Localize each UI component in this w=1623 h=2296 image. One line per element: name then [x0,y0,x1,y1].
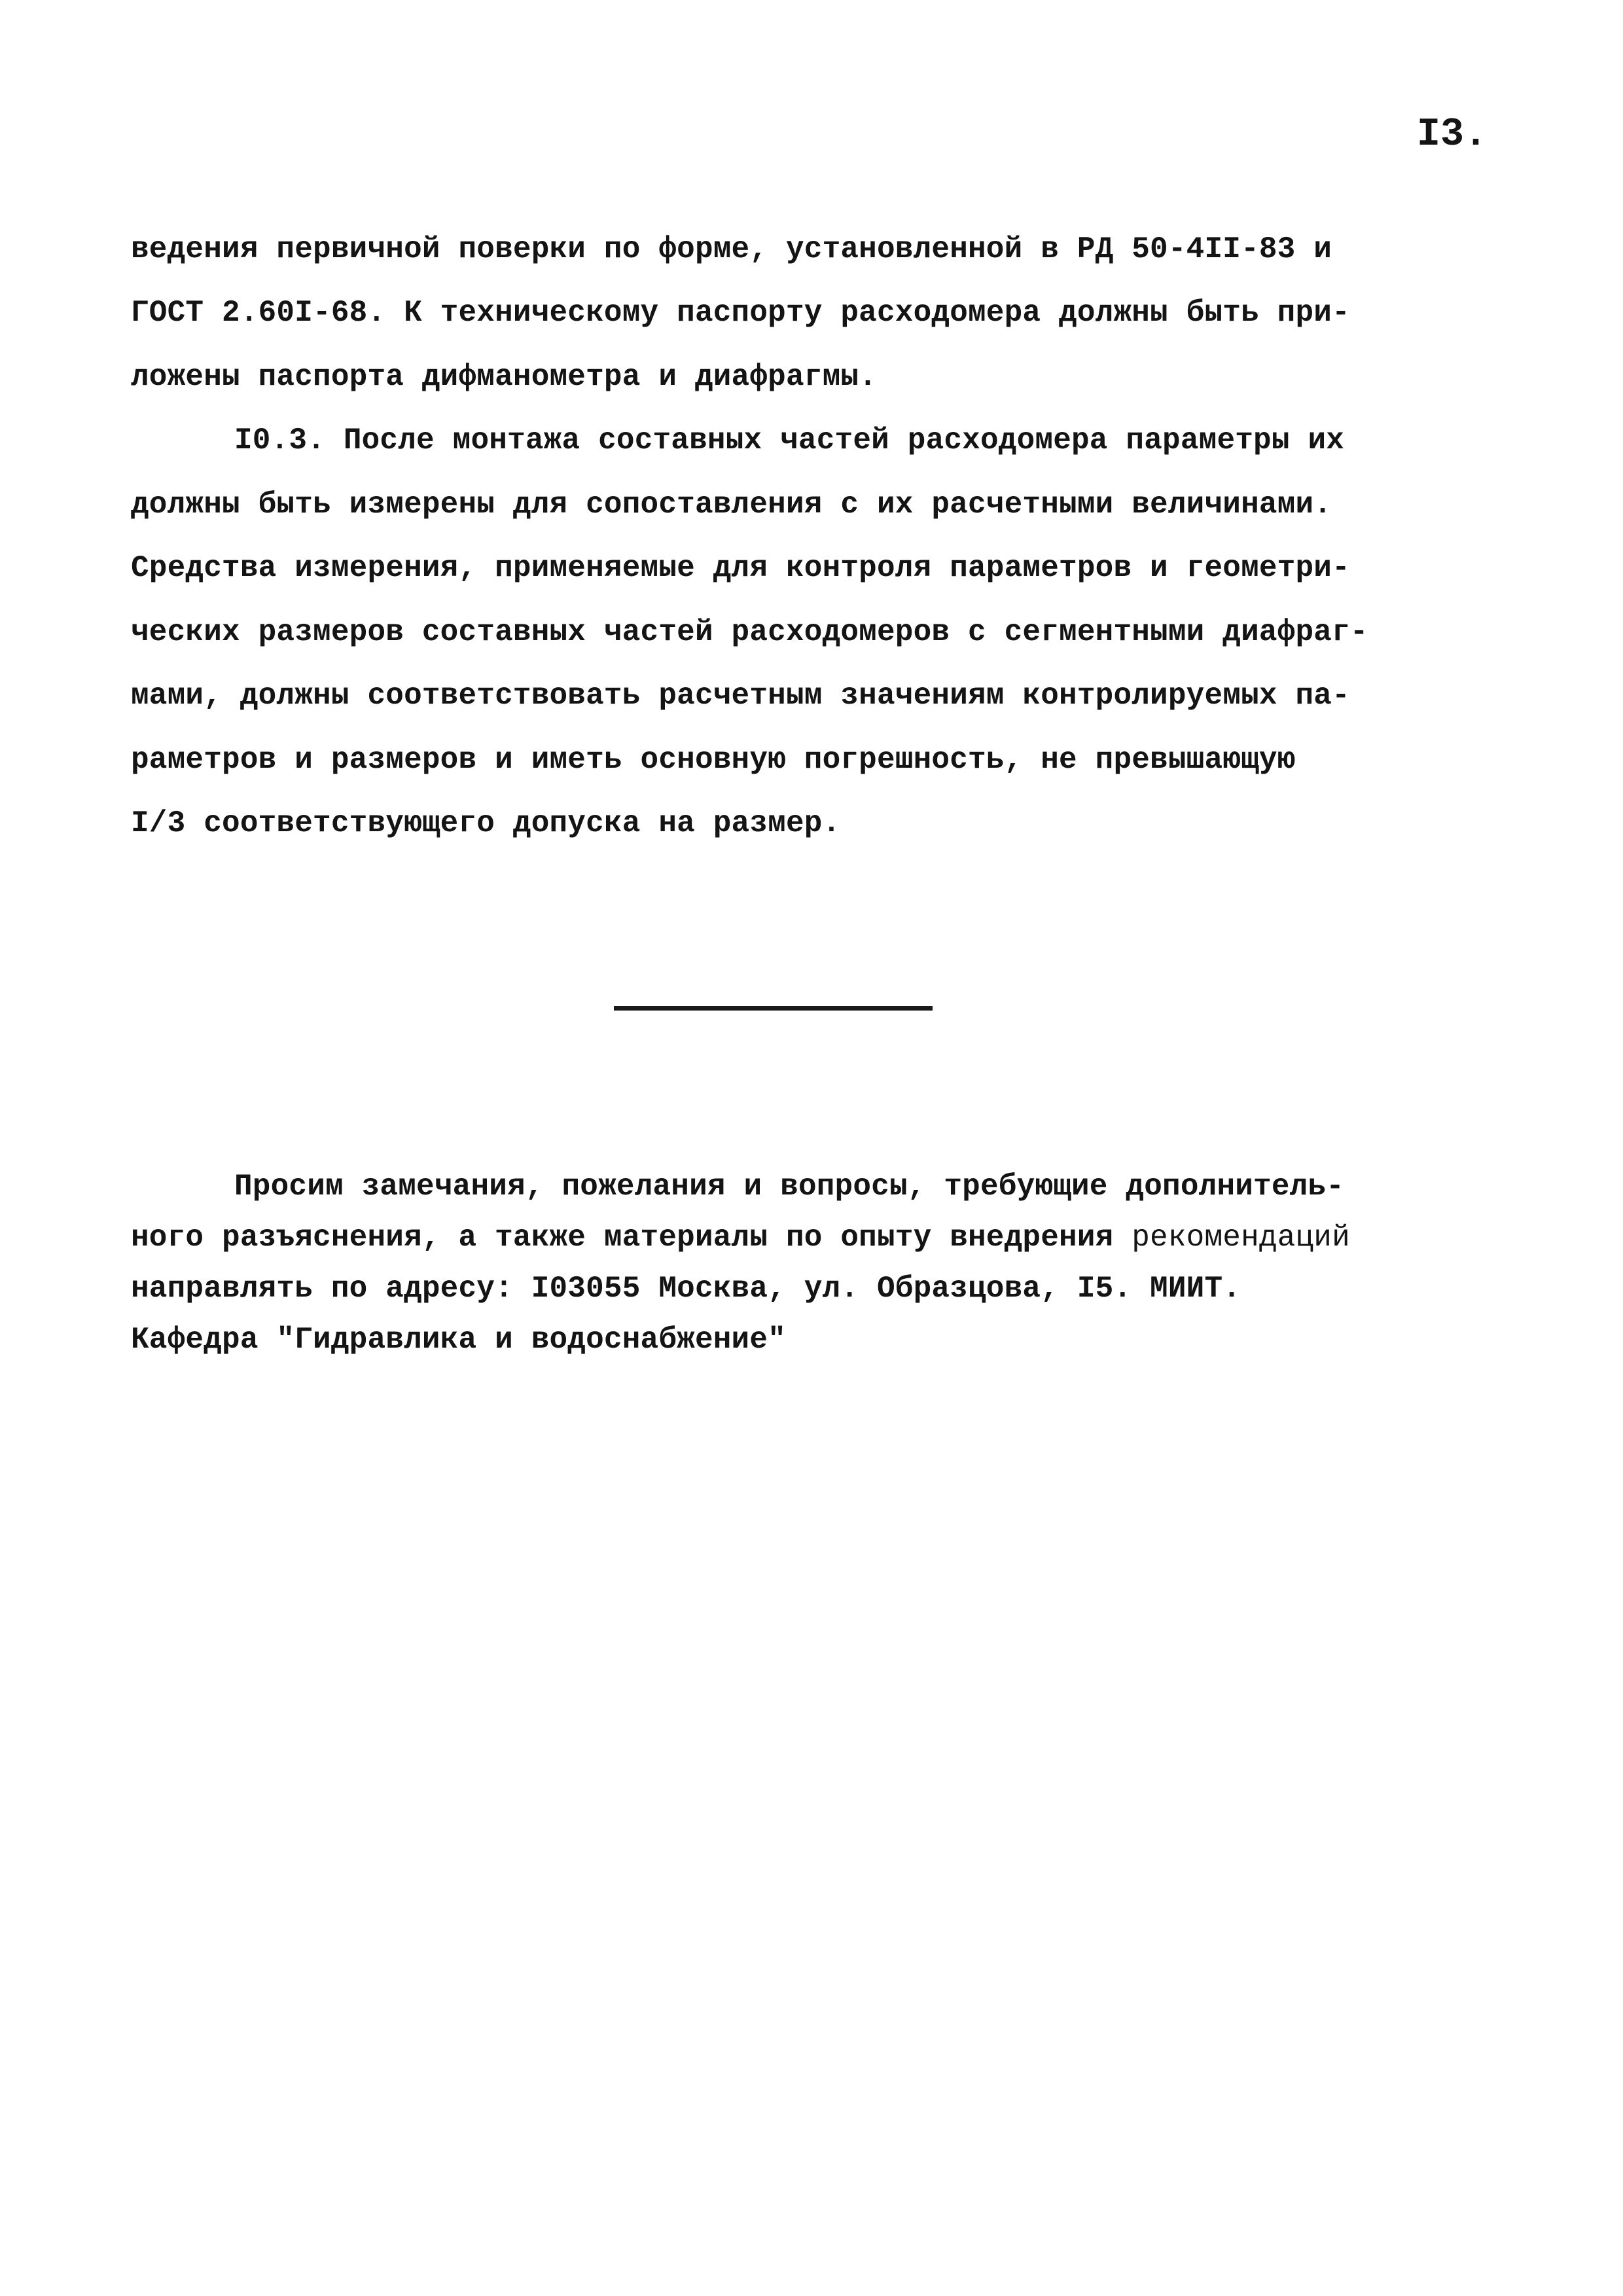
text-line: I/3 соответствующего допуска на размер. [131,806,841,840]
feedback-note-line: Просим замечания, пожелания и вопросы, требующие дополнитель- [234,1170,1345,1204]
text-line: ведения первичной поверки по форме, установленной в РД 50-4II-83 и [131,232,1332,266]
text-line: раметров и размеров и иметь основную погрешность, не превышающую [131,743,1296,777]
feedback-note-department-line: Кафедра "Гидравлика и водоснабжение" [131,1323,786,1357]
section-10-3-heading-line: I0.3. После монтажа составных частей расходомера параметры их [234,423,1345,457]
text-line: мами, должны соответствовать расчетным значениям контролируемых па- [131,679,1350,713]
feedback-note-bold-part: ного разъяснения, а также материалы по опыту внедрения [131,1221,1114,1255]
feedback-note-regular-part: рекомендаций [1113,1221,1350,1255]
feedback-note-address-line: направлять по адресу: I03055 Москва, ул. Образцова, I5. МИИТ. [131,1272,1241,1306]
section-divider [614,1006,933,1011]
feedback-note-line [131,1223,1350,1253]
text-line: должны быть измерены для сопоставления с их расчетными величинами. [131,488,1332,522]
page-number: I3. [1417,113,1488,157]
text-line: Средства измерения, применяемые для контроля параметров и геометри- [131,551,1350,585]
text-line: ГОСТ 2.60I-68. К техническому паспорту расходомера должны быть при- [131,296,1350,330]
text-line: ческих размеров составных частей расходомеров с сегментными диафраг- [131,615,1368,649]
text-line: ложены паспорта дифманометра и диафрагмы. [131,360,877,394]
